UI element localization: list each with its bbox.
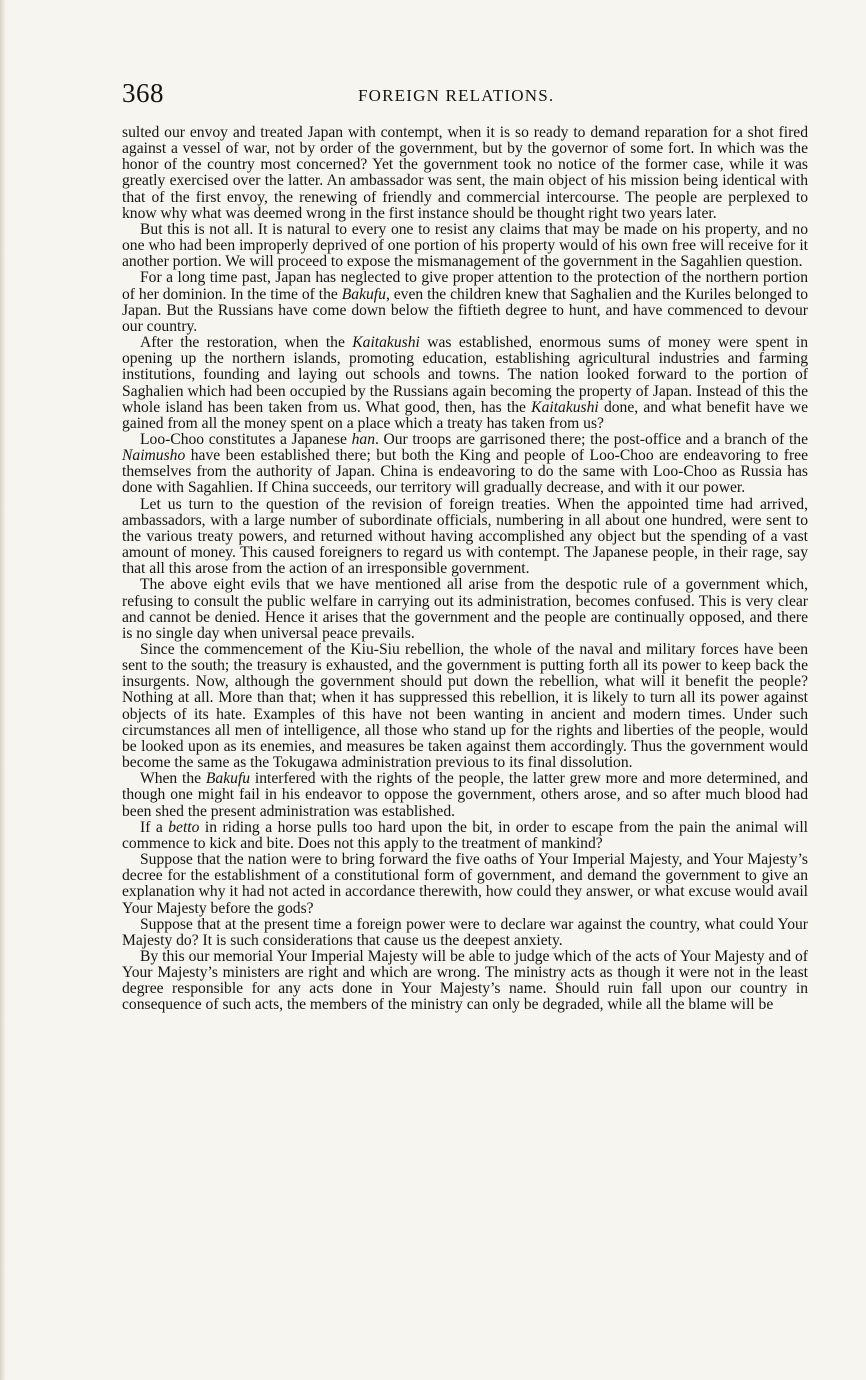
text-run: Suppose that at the present time a foreign power were to declare war against the country, what could Your Majesty do? It is such considerations that cause us the deepest anxiety.: [122, 915, 808, 949]
text-run: Since the commencement of the Kiu-Siu rebellion, the whole of the naval and military forces have been sent to the south; the treasury is exhausted, and the government is putting forth all its power to keep back the insurgents. Now, although the government should put down the rebellion, what will it benefit the people? Nothing at all. More than that; when it has suppressed this rebellion, it is likely to turn all its power against objects of its hate. Examples of this have not been wanting in ancient and modern times. Under such circumstances all men of intelligence, all those who stand up for the rights and liberties of the people, would be looked upon as its enemies, and measures be taken against them accordingly. Thus the government would become the same as the Tokugawa administration previous to its final dissolution.: [122, 641, 808, 772]
text-run: , even the children knew that Saghalien and the Kuriles belonged to Japan. But the Russians have come down below the fiftieth degree to hunt, and have commenced to devour our country.: [122, 285, 808, 335]
italic-term: Bakufu: [205, 770, 251, 788]
running-head: FOREIGN RELATIONS.: [358, 86, 555, 105]
paragraph: [122, 432, 808, 497]
paragraph: [122, 852, 808, 917]
text-run: sulted our envoy and treated Japan with contempt, when it is so ready to demand reparation for a shot fired against a vessel of war, not by order of the government, but by the governor of some fort. In which was the honor of the country most concerned? Yet the government took no notice of the former case, while it was greatly exercised over the latter. An ambassador was sent, the main object of his mission being identical with that of the first envoy, the renewing of friendly and commercial intercourse. The people are perplexed to know why what was deemed wrong in the first instance should be thought right two years later.: [122, 124, 808, 222]
text-run: When the: [140, 770, 206, 788]
italic-term: Kaitakushi: [352, 334, 420, 352]
text-run: For a long time past, Japan has neglected to give proper attention to the protection of the northern portion of her dominion. In the time of the: [122, 269, 808, 303]
text-run: . Our troops are garrisoned there; the post-office and a branch of the: [374, 430, 809, 448]
text-run: Loo-Choo constitutes a Japanese: [140, 430, 352, 448]
paragraph: [122, 497, 808, 578]
italic-term: betto: [168, 818, 200, 836]
paragraph: [122, 949, 808, 1014]
text-run: done, and what benefit have we gained from all the money spent on a place which a treaty has taken from us?: [122, 398, 808, 432]
page-number: 368: [122, 78, 164, 108]
text-run: By this our memorial Your Imperial Majesty will be able to judge which of the acts of Your Majesty and of Your Majesty’s ministers are right and which are wrong. The ministry acts as though it were not in the least degree responsible for any acts done in Your Majesty’s name. Should ruin fall upon our country in consequence of such acts, the members of the ministry can only be degraded, while all the blame will be: [122, 947, 808, 1014]
italic-term: Naimusho: [122, 447, 186, 465]
italic-term: Kaitakushi: [531, 398, 599, 416]
paragraph: [122, 577, 808, 642]
text-run: Suppose that the nation were to bring forward the five oaths of Your Imperial Majesty, and Your Majesty’s decree for the establishment of a constitutional form of government, and demand the government to give an explanation why it had not acted in accordance therewith, how could they answer, or what excuse would avail Your Majesty before the gods?: [122, 851, 808, 917]
text-run: But this is not all. It is natural to every one to resist any claims that may be made on his property, and no one who had been improperly deprived of one portion of his property would of his own free will receive for it another portion. We will proceed to expose the mismanagement of the government in the Sagahlien question.: [122, 220, 808, 271]
paragraph: [122, 820, 808, 852]
text-run: If a: [140, 818, 169, 836]
text-run: have been established there; but both the King and people of Loo-Choo are endeavoring to free themselves from the authority of Japan. China is endeavoring to do the same with Loo-Choo as Russia has done with Sagahlien. If China succeeds, our territory will gradually decrease, and with it our power.: [122, 447, 808, 497]
paragraph: [122, 222, 808, 270]
page-edge: [0, 0, 6, 1380]
text-run: interfered with the rights of the people, the latter grew more and more determined, and though one might fail in his endeavor to oppose the government, others arose, and so after much blood had been shed the present administration was established.: [122, 770, 808, 820]
page-header: [122, 78, 808, 112]
paragraph: [122, 642, 808, 771]
paragraph: [122, 125, 808, 222]
paragraph: [122, 917, 808, 949]
paragraph: [122, 771, 808, 819]
text-run: Let us turn to the question of the revision of foreign treaties. When the appointed time had arrived, ambassadors, with a large number of subordinate officials, numbering in all about one hundred, were sent to the various treaty powers, and returned without having accomplished any object but the spending of a vast amount of money. This caused foreigners to regard us with contempt. The Japanese people, in their rage, say that all this arose from the action of an irresponsible government.: [122, 495, 808, 578]
paragraph: [122, 335, 808, 432]
italic-term: Bakufu: [341, 285, 386, 303]
text-run: in riding a horse pulls too hard upon the bit, in order to escape from the pain the animal will commence to kick and bite. Does not this apply to the treatment of mankind?: [122, 818, 808, 852]
paragraph: [122, 270, 808, 335]
text-run: The above eight evils that we have mentioned all arise from the despotic rule of a government which, refusing to consult the public welfare in carrying out its administration, becomes confused. This is very clear and cannot be denied. Hence it arises that the government and the people are continually opposed, and there is no single day when universal peace prevails.: [122, 576, 808, 642]
text-run: After the restoration, when the: [140, 334, 353, 352]
italic-term: han: [351, 430, 375, 448]
body-text: [122, 125, 808, 1014]
text-run: was established, enormous sums of money were spent in opening up the northern islands, promoting education, establishing agricultural industries and farming institutions, founding and laying out schools and towns. The nation looked forward to the portion of Saghalien which had been occupied by the Russians again becoming the property of Japan. Instead of this the whole island has been taken from us. What good, then, has the: [122, 334, 808, 416]
